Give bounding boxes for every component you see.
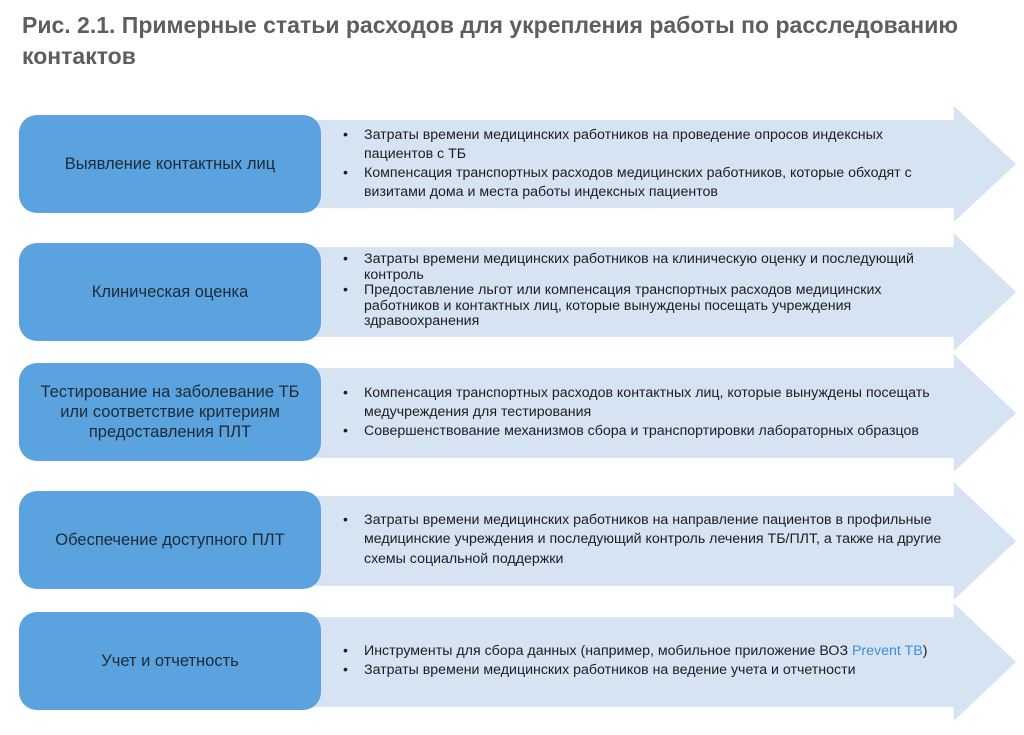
row-label: Обеспечение доступного ПЛТ xyxy=(55,531,285,549)
bullet-text-suffix: ) xyxy=(922,643,928,659)
bullet-item xyxy=(340,661,950,680)
bullet-item xyxy=(340,126,950,164)
bullet-text: Затраты времени медицинских работников на ведение учета и отчетности xyxy=(364,662,856,678)
bullet-text: Компенсация транспортных расходов медицинских работников, которые обходят с визитами дома и места работы индексных пациентов xyxy=(364,165,912,200)
row-label: Клиническая оценка xyxy=(91,283,249,301)
bullet-text: Затраты времени медицинских работников на клиническую оценку и последующий контроль xyxy=(364,251,914,283)
figure-title: Рис. 2.1. Примерные статьи расходов для укрепления работы по расследованию контактов xyxy=(22,12,958,69)
row-bullet-list xyxy=(340,128,950,200)
diagram-row xyxy=(0,603,1024,721)
bullet-item xyxy=(340,511,950,570)
row-label: Учет и отчетность xyxy=(101,652,239,670)
bullet-text: Предоставление льгот или компенсация транспортных расходов медицинских работников и контактных лиц, которые вынуждены посещать учреждения здравоохранения xyxy=(364,282,882,330)
bullet-item xyxy=(340,252,950,283)
row-label-box xyxy=(19,363,321,461)
row-label-box xyxy=(19,612,321,710)
row-bullet-list xyxy=(340,510,950,570)
diagram-row xyxy=(0,482,1024,600)
bullet-item xyxy=(340,384,950,422)
row-label-box xyxy=(19,115,321,213)
bullet-text: Совершенствование механизмов сбора и транспортировки лабораторных образцов xyxy=(364,422,919,439)
row-label: Выявление контактных лиц xyxy=(64,155,276,173)
row-bullet-list xyxy=(340,376,950,448)
bullet-item xyxy=(340,164,950,202)
bullet-item xyxy=(340,283,950,330)
diagram-row xyxy=(0,233,1024,351)
prevent-tb-link[interactable]: Prevent TB xyxy=(851,643,923,659)
bullet-item xyxy=(340,642,950,661)
row-label-box xyxy=(19,243,321,341)
row-bullet-list xyxy=(340,632,950,690)
row-label: Тестирование на заболевание ТБ или соответствие критериям предоставления ПЛТ xyxy=(40,383,300,441)
bullet-text: Компенсация транспортных расходов контактных лиц, которые вынуждены посещать медучреждения для тестирования xyxy=(364,384,930,420)
diagram-row xyxy=(0,354,1024,472)
bullet-item xyxy=(340,422,950,441)
row-label-box xyxy=(19,491,321,589)
bullet-text: Затраты времени медицинских работников на направление пациентов в профильные медицинские учреждения и последующий контроль лечения ТБ/ПЛТ, а также на другие схемы социальной поддержки xyxy=(364,511,942,567)
bullet-text: Инструменты для сбора данных (например, мобильное приложение ВОЗ xyxy=(364,643,852,659)
diagram-row xyxy=(0,106,1024,222)
row-bullet-list xyxy=(340,253,950,329)
bullet-text: Затраты времени медицинских работников на проведение опросов индексных пациентов с ТБ xyxy=(364,127,883,162)
